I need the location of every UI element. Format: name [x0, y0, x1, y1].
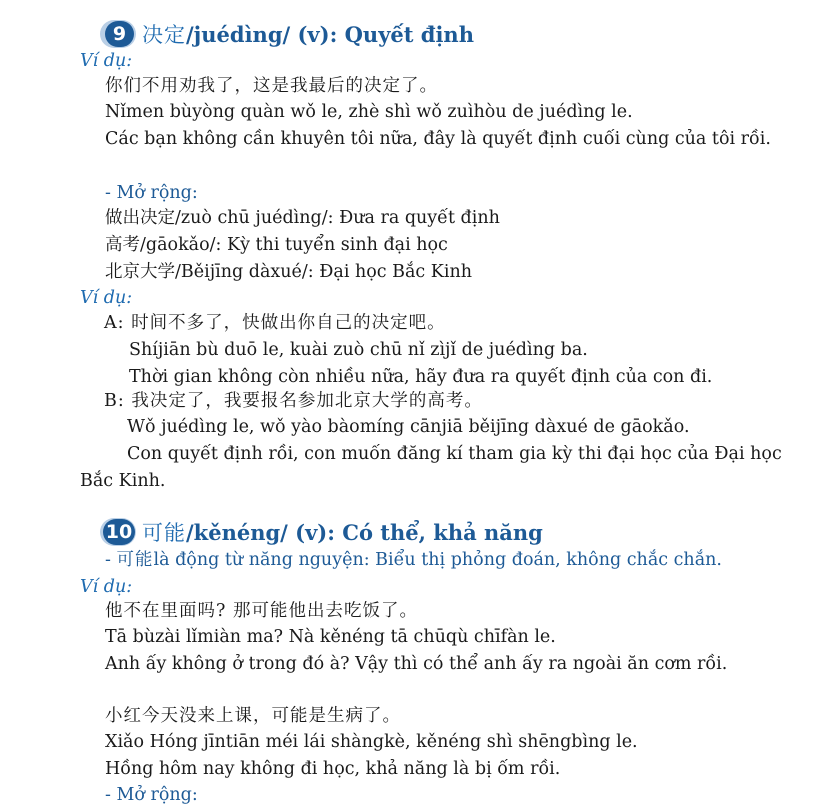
number-9: 9 — [105, 21, 134, 47]
note-word: 可能 — [116, 550, 154, 570]
number-badge-9 — [100, 20, 136, 48]
example-pinyin: Xiǎo Hóng jīntiān méi lái shàngkè, kěnéng shì shēngbìng le. — [105, 732, 638, 752]
extension-item: 高考/gāokǎo/: Kỳ thi tuyển sinh đại học — [105, 235, 448, 255]
dialogue-b-vietnamese-cont: Bắc Kinh. — [80, 471, 166, 491]
dialogue-a-chinese: A: 时间不多了，快做出你自己的决定吧。 — [104, 313, 446, 333]
number-badge-10 — [100, 518, 136, 546]
example-chinese: 你们不用劝我了，这是我最后的决定了。 — [105, 76, 438, 96]
usage-note — [105, 549, 722, 571]
example-label: Ví dụ: — [80, 577, 133, 597]
example-pinyin: Nǐmen bùyòng quàn wǒ le, zhè shì wǒ zuìhòu de juédìng le. — [105, 102, 633, 122]
entry-9-word: 决定 — [142, 23, 186, 47]
entry-10-title — [142, 517, 543, 547]
entry-10-word: 可能 — [142, 521, 186, 545]
dialogue-b-pinyin: Wǒ juédìng le, wǒ yào bàomíng cānjiā běijīng dàxué de gāokǎo. — [127, 417, 690, 437]
example-vietnamese: Anh ấy không ở trong đó à? Vậy thì có thể anh ấy ra ngoài ăn cơm rồi. — [105, 654, 728, 674]
entry-9-title — [142, 19, 474, 49]
example-chinese: 小红今天没来上课，可能是生病了。 — [105, 706, 401, 726]
example-pinyin: Tā bùzài lǐmiàn ma? Nà kěnéng tā chūqù chīfàn le. — [105, 627, 556, 647]
example-label: Ví dụ: — [80, 288, 133, 308]
extension-item: 做出决定/zuò chū juédìng/: Đưa ra quyết định — [105, 208, 500, 228]
example-label: Ví dụ: — [80, 51, 133, 71]
entry-10-heading — [100, 515, 543, 549]
entry-10-title-rest: /kěnéng/ (v): Có thể, khả năng — [186, 520, 543, 545]
note-dash: - — [105, 550, 117, 570]
dialogue-a-pinyin: Shíjiān bù duō le, kuài zuò chū nǐ zìjǐ de juédìng ba. — [129, 340, 588, 360]
entry-9-title-rest: /juédìng/ (v): Quyết định — [186, 22, 474, 47]
dialogue-a-vietnamese: Thời gian không còn nhiều nữa, hãy đưa ra quyết định của con đi. — [129, 367, 713, 387]
example-chinese: 他不在里面吗? 那可能他出去吃饭了。 — [105, 601, 418, 621]
extension-label: - Mở rộng: — [105, 785, 198, 805]
example-vietnamese: Các bạn không cần khuyên tôi nữa, đây là quyết định cuối cùng của tôi rồi. — [105, 129, 771, 149]
note-text: là động từ năng nguyện: Biểu thị phỏng đoán, không chắc chắn. — [153, 550, 722, 570]
extension-item: 北京大学/Běijīng dàxué/: Đại học Bắc Kinh — [105, 262, 473, 282]
entry-9-heading — [100, 17, 474, 51]
example-vietnamese: Hồng hôm nay không đi học, khả năng là bị ốm rồi. — [105, 759, 561, 779]
extension-label: - Mở rộng: — [105, 183, 198, 203]
number-10: 10 — [103, 519, 135, 545]
dialogue-b-vietnamese: Con quyết định rồi, con muốn đăng kí tham gia kỳ thi đại học của Đại học — [127, 444, 782, 464]
dialogue-b-chinese: B: 我决定了，我要报名参加北京大学的高考。 — [104, 391, 483, 411]
